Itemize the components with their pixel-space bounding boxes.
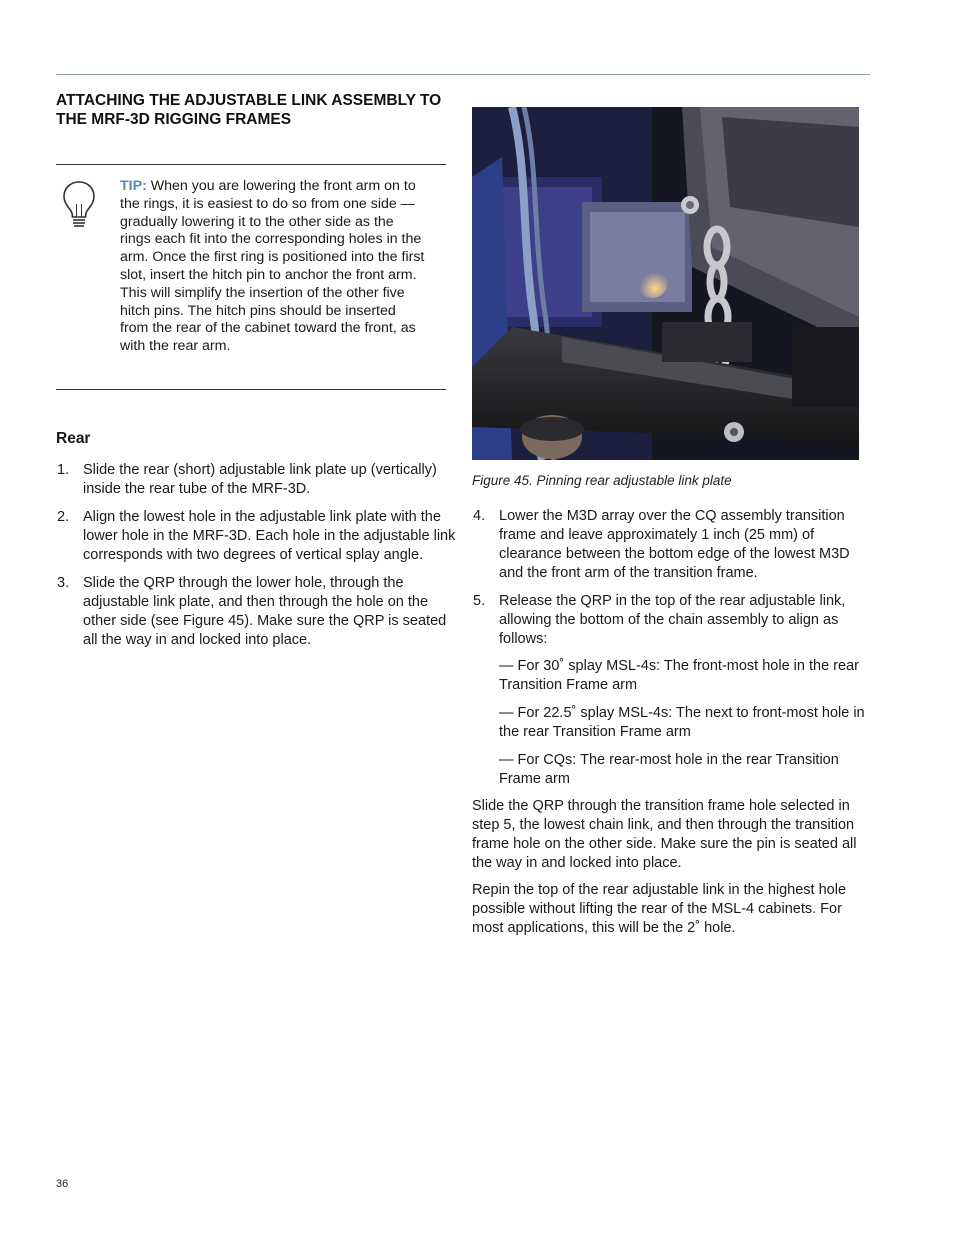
list-item [56,508,456,565]
tip-top-rule [56,164,446,165]
rear-subheading: Rear [56,430,91,447]
step-text: Slide the QRP through the lower hole, through the adjustable link plate, and then through the hole on the other side (see Figure 45). Make sure the QRP is seated all the way in and locked into place. [83,575,447,648]
lightbulb-icon [62,180,96,230]
body-paragraph: Slide the QRP through the transition frame hole selected in step 5, the lowest chain link, and then through the transition frame hole on the other side. Make sure the pin is seated all the way in and locked into place. [472,798,857,871]
rear-steps-list [56,461,456,659]
section-heading: ATTACHING THE ADJUSTABLE LINK ASSEMBLY TO THE MRF-3D RIGGING FRAMES [56,92,442,128]
page-number: 36 [56,1178,69,1190]
tip-label: TIP: [120,178,147,194]
list-item [56,574,456,650]
splay-option: — For 30˚ splay MSL-4s: The front-most hole in the rear Transition Frame arm [499,658,859,693]
figure-caption: Figure 45. Pinning rear adjustable link plate [472,473,732,488]
step-number: 4. [473,508,486,524]
splay-option: — For 22.5˚ splay MSL-4s: The next to front-most hole in the rear Transition Frame arm [499,705,865,740]
step-number: 5. [473,593,486,609]
top-rule [56,74,870,75]
step-number: 1. [57,462,70,478]
list-item [472,507,872,583]
figure-45-photo [472,107,859,460]
tip-bottom-rule [56,389,446,390]
step-number: 2. [57,509,70,525]
step-text: Slide the rear (short) adjustable link plate up (vertically) inside the rear tube of the MRF-3D. [83,462,437,497]
step-text: Align the lowest hole in the adjustable link plate with the lower hole in the MRF-3D. Each hole in the adjustable link corresponds with two degrees of vertical splay angle. [83,509,456,563]
step-text: Release the QRP in the top of the rear adjustable link, allowing the bottom of the chain assembly to align as follows: [499,593,846,647]
list-item [472,592,872,649]
splay-option: — For CQs: The rear-most hole in the rear Transition Frame arm [499,752,839,787]
tip-body: When you are lowering the front arm on to the rings, it is easiest to do so from one side — gradually lowering it to the other side as the rings each fit into the corresponding holes in the arm. Once the first ring is positioned into the first slot, insert the hitch pin to anchor the front arm. This will simplify the insertion of the other five hitch pins. The hitch pins should be inserted from the rear of the cabinet toward the front, as with the rear arm. [120,178,425,355]
step-number: 3. [57,575,70,591]
transition-steps-list [472,507,872,658]
list-item [56,461,456,499]
body-paragraph: Repin the top of the rear adjustable link in the highest hole possible without lifting the rear of the MSL-4 cabinets. For most applications, this will be the 2˚ hole. [472,882,847,936]
step-text: Lower the M3D array over the CQ assembly transition frame and leave approximately 1 inch (25 mm) of clearance between the bottom edge of the lowest M3D and the front arm of the transition frame. [499,508,850,581]
tip-text [120,178,425,356]
splay-options [499,657,874,798]
